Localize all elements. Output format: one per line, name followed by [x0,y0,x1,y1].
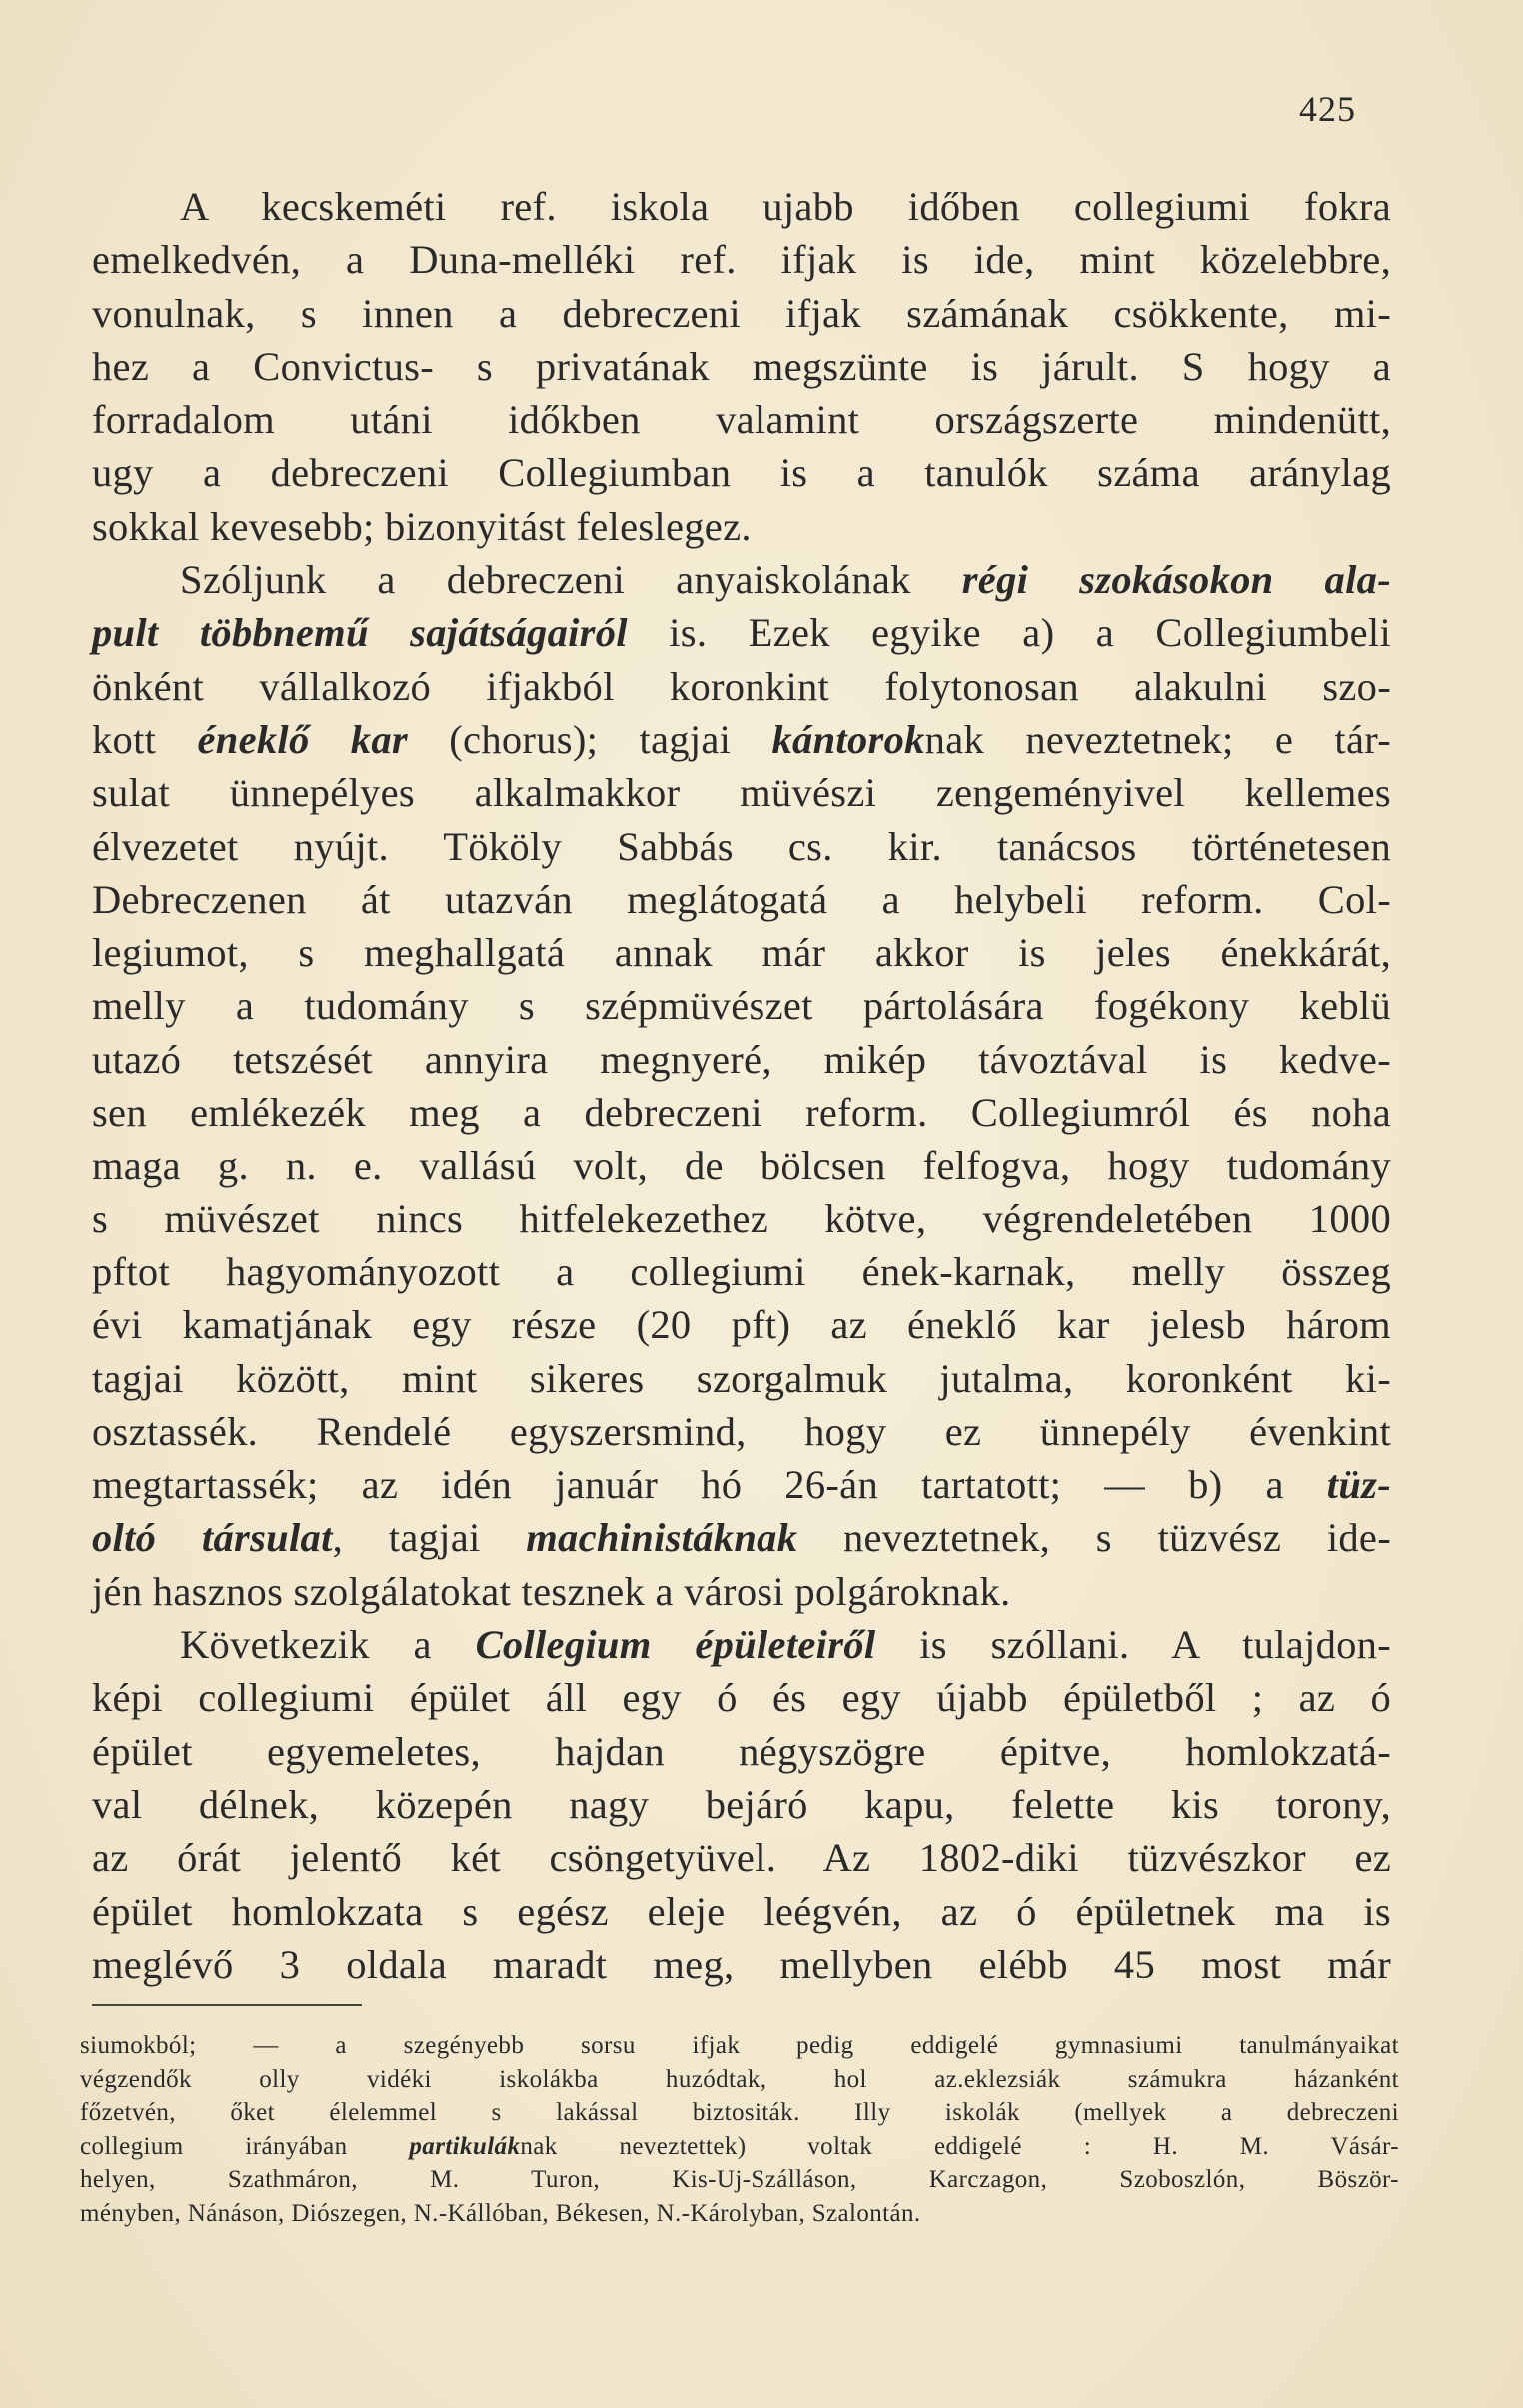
body-line [92,1458,1391,1511]
body-line [92,766,1391,819]
body-line [92,1033,1391,1086]
body-line [92,1565,1391,1618]
text-segment: nak neveztettek) voltak eddigelé : H. M. Vásár- [520,2132,1399,2160]
body-line [92,1086,1391,1139]
text-segment: siumokból; — a szegényebb sorsu ifjak pedig eddigelé gymnasiumi tanulmányaikat [80,2032,1399,2059]
body-line [92,1405,1391,1458]
footnote-separator-rule [92,2004,362,2006]
body-line [92,1245,1391,1298]
emphasized-text: partikulák [409,2132,521,2160]
text-segment: collegium irányában [80,2132,410,2160]
text-segment: épület homlokzata s egész eleje leégvén, az ó épületnek ma is [92,1888,1391,1934]
text-segment: is. Ezek egyike a) a Collegiumbeli [627,610,1392,656]
body-line [92,393,1391,446]
body-line [92,1352,1391,1405]
emphasized-text: éneklő kar [197,716,408,762]
text-segment: Következik a [180,1622,476,1668]
body-line [92,660,1391,713]
text-segment: is szóllani. A tulajdon- [875,1622,1392,1668]
body-line [92,1193,1391,1245]
body-line [92,1938,1391,1991]
emphasized-text: kántorok [771,716,925,762]
body-line [92,1298,1391,1351]
body-line [92,1671,1391,1724]
body-line [92,820,1391,873]
text-segment: ugy a debreczeni Collegiumban is a tanulók száma aránylag [92,450,1391,496]
text-segment: főzetvén, őket élelemmel s lakással biztositák. Illy iskolák (mellyek a debreczeni [80,2099,1399,2126]
text-segment: megtartassék; az idén január hó 26-án tartatott; — b) a [92,1462,1327,1508]
text-segment: ményben, Nánáson, Diószegen, N.-Kállóban, Békesen, N.-Károlyban, Szalontán. [80,2199,921,2227]
emphasized-text: régi szokásokon ala- [961,557,1391,603]
body-line [92,1725,1391,1778]
body-line [92,1885,1391,1938]
text-segment: pftot hagyományozott a collegiumi ének-karnak, melly összeg [92,1248,1391,1294]
text-segment: (chorus); tagjai [407,716,772,762]
text-segment: s müvészet nincs hitfelekezethez kötve, végrendeletében 1000 [92,1196,1391,1241]
body-line [92,1139,1391,1192]
emphasized-text: oltó társulat [92,1515,333,1561]
footnote-line [80,2197,1399,2231]
text-segment: maga g. n. e. vallású volt, de bölcsen felfogva, hogy tudomány [92,1143,1391,1189]
text-segment: helyen, Szathmáron, M. Turon, Kis-Uj-Szálláson, Karczagon, Szoboszlón, Böször- [80,2166,1399,2193]
text-segment: melly a tudomány s szépmüvészet pártolására fogékony keblü [92,983,1391,1029]
text-segment: sen emlékezék meg a debreczeni reform. Collegiumról és noha [92,1090,1391,1136]
emphasized-text: Collegium épületeiről [475,1622,876,1668]
text-segment: épület egyemeletes, hajdan négyszögre épitve, homlokzatá- [92,1728,1391,1774]
footnotes [80,2029,1399,2230]
text-segment: neveztetnek, s tüzvész ide- [797,1515,1391,1561]
footnote-line [80,2130,1399,2164]
footnote-line [80,2029,1399,2063]
text-segment: utazó tetszését annyira megnyeré, mikép távoztával is kedve- [92,1036,1391,1082]
text-segment: tagjai között, mint sikeres szorgalmuk jutalma, koronként ki- [92,1355,1391,1401]
page-number: 425 [1299,89,1356,129]
body-text [92,180,1391,1991]
text-segment: val délnek, közepén nagy bejáró kapu, felette kis torony, [92,1781,1391,1827]
text-segment: , tagjai [332,1515,527,1561]
body-line [92,1618,1391,1671]
body-line [92,873,1391,926]
text-segment: az órát jelentő két csöngetyüvel. Az 1802-diki tüzvészkor ez [92,1835,1391,1881]
text-segment: Szóljunk a debreczeni anyaiskolának [180,557,962,603]
text-segment: képi collegiumi épület áll egy ó és egy újabb épületből ; az ó [92,1675,1391,1721]
emphasized-text: pult többnemű sajátságairól [92,610,628,656]
text-segment: élvezetet nyújt. Tököly Sabbás cs. kir. tanácsos történetesen [92,823,1391,869]
text-segment: önként vállalkozó ifjakból koronkint folytonosan alakulni szo- [92,663,1391,709]
text-segment: meglévő 3 oldala maradt meg, mellyben elébb 45 most már [92,1941,1391,1987]
body-line [92,553,1391,606]
body-line [92,1511,1391,1564]
body-line [92,287,1391,340]
body-line [92,926,1391,979]
body-line [92,713,1391,766]
text-segment: emelkedvén, a Duna-melléki ref. ifjak is ide, mint közelebbre, [92,237,1391,283]
emphasized-text: tüz- [1326,1462,1391,1508]
text-segment: évi kamatjának egy része (20 pft) az éneklő kar jelesb három [92,1302,1391,1348]
text-segment: végzendők olly vidéki iskolákba huzódtak, hol az.eklezsiák számukra házanként [80,2065,1399,2093]
text-segment: sulat ünnepélyes alkalmakkor müvészi zengeményivel kellemes [92,770,1391,816]
footnote-line [80,2063,1399,2097]
text-segment: Debreczenen át utazván meglátogatá a helybeli reform. Col- [92,876,1391,922]
body-line [92,979,1391,1032]
text-segment: forradalom utáni időkben valamint országszerte mindenütt, [92,397,1391,443]
text-segment: osztassék. Rendelé egyszersmind, hogy ez ünnepély évenkint [92,1408,1391,1454]
text-segment: hez a Convictus- s privatának megszünte is járult. S hogy a [92,343,1391,389]
emphasized-text: machinistáknak [526,1515,798,1561]
body-line [92,446,1391,499]
body-line [92,233,1391,286]
body-line [92,606,1391,659]
text-segment: sokkal kevesebb; bizonyitást feleslegez. [92,503,752,549]
footnote-line [80,2096,1399,2130]
text-segment: jén hasznos szolgálatokat tesznek a városi polgároknak. [92,1568,1011,1614]
body-line [92,1778,1391,1831]
text-segment: vonulnak, s innen a debreczeni ifjak számának csökkente, mi- [92,290,1391,336]
body-line [92,1831,1391,1884]
text-segment: legiumot, s meghallgatá annak már akkor is jeles énekkárát, [92,930,1391,976]
body-line [92,340,1391,393]
body-line [92,500,1391,553]
footnote-line [80,2163,1399,2197]
text-segment: nak neveztetnek; e tár- [924,716,1391,762]
body-line [92,180,1391,233]
text-segment: kott [92,716,198,762]
text-segment: A kecskeméti ref. iskola ujabb időben collegiumi fokra [180,184,1391,229]
